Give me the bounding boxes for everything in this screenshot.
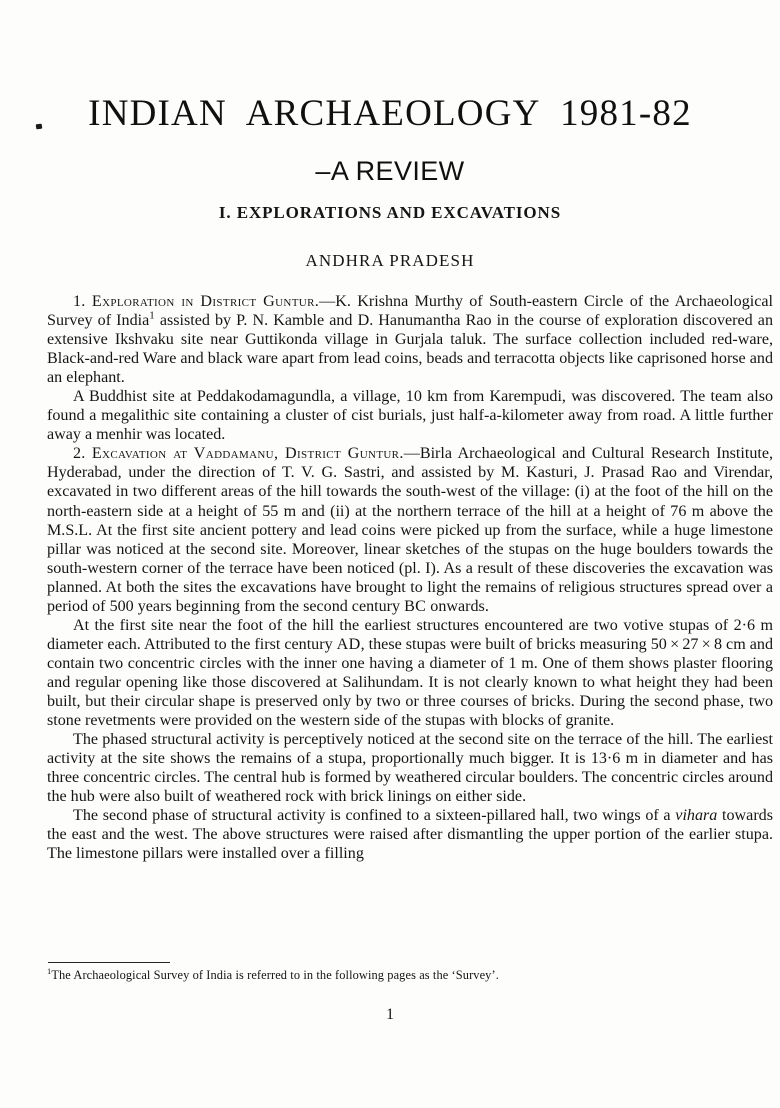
footnote-text: The Archaeological Survey of India is referred to in the following pages as the ‘Survey’.: [51, 968, 499, 982]
first-site-text-part1: At the first site near the foot of the hill the earliest structures encountered are two votive stupas of 2·6 m diameter each. Attributed to the first century: [47, 616, 773, 653]
footnote-separator-rule: [48, 962, 170, 963]
page-number: 1: [386, 1006, 394, 1023]
entry-number-1: 1.: [73, 293, 86, 310]
paragraph-entry-2-lead: [47, 444, 773, 615]
title-block: [0, 95, 780, 187]
footnote-reference-1[interactable]: 1: [149, 309, 155, 322]
runin-heading-2: Excavation at Vaddamanu, District Guntur.: [91, 445, 404, 463]
second-phase-text-part2: towards the east and the west. The above structures were raised after dismantling the upper portion of the earlier stupa. The limestone pillars were installed over a filling: [47, 807, 773, 863]
paragraph-phased-structural-activity: The phased structural activity is perceptively noticed at the second site on the terrace of the hill. The earliest activity at the site shows the remains of a stupa, proportionally much bigger. It is 13·6 m in diameter and has three concentric circles. The central hub is formed by weathered circular boulders. The concentric circles around the hub were also built of weathered rock with brick linings on either side.: [47, 731, 773, 806]
runin-heading-1: Exploration in District Guntur.: [91, 293, 320, 310]
paragraph-entry-1-buddhist-site: A Buddhist site at Peddakodamagundla, a village, 10 km from Karempudi, was discovered. The team also found a megalithic site containing a cluster of cist burials, just half-a-kilometer away from road. A little further away a menhir was located.: [47, 388, 773, 444]
entry-number-2: 2.: [73, 445, 86, 463]
em-dash-2: —: [403, 445, 420, 463]
era-label-ad: AD: [336, 635, 361, 653]
second-phase-text-part1: The second phase of structural activity is confined to a sixteen-pillared hall, two wings of a: [73, 807, 676, 825]
page-title: INDIAN ARCHAEOLOGY 1981-82: [88, 93, 692, 134]
footnote-marker: 1: [47, 965, 52, 976]
footnote: [47, 965, 773, 983]
paragraph-entry-1-lead: [47, 292, 773, 387]
first-site-text-part2: , these stupas were built of bricks measuring 50 × 27 × 8 cm and contain two concentric circles with the inner one having a diameter of 1 m. One of them shows plaster flooring and regular opening like those discovered at Salihundam. It is not clearly known to what height they had been built, but their circular shape is preserved only by two or three courses of bricks. During the second phase, two stone revetments were provided on the western side of the stupas with blocks of granite.: [47, 635, 773, 730]
body-text: [47, 292, 773, 863]
era-label-bc: BC: [404, 597, 427, 615]
em-dash-1: —: [319, 293, 336, 310]
italic-term-vihara: vihara: [675, 807, 718, 825]
entry-1-rest-text: assisted by P. N. Kamble and D. Hanumantha Rao in the course of exploration discovered an extensive Ikshvaku site near Guttikonda village in Gurjala taluk. The surface collection included red-ware, Black-and-red Ware and black ware apart from lead coins, beads and terracotta objects like caprisoned horse and an elephant.: [47, 312, 773, 387]
paragraph-second-phase: [47, 806, 773, 863]
region-heading: ANDHRA PRADESH: [305, 251, 475, 270]
entry-2-lead-tail: onwards.: [426, 597, 489, 615]
entry-2-lead-text: Birla Archaeological and Cultural Research Institute, Hyderabad, under the direction of T. V. G. Sastri, and assisted by M. Kasturi, J. Prasad Rao and Virendar, excavated in two different areas of the hill towards the south-west of the village: (i) at the foot of the hill on the north-eastern side at a height of 55 m and (ii) at the northern terrace of the hill at a height of 76 m above the M.S.L. At the first site ancient pottery and lead coins were picked up from the surface, while a huge limestone pillar was noticed at the second site. Moreover, linear sketches of the stupas on the huge boulders towards the south-western corner of the terrace have been noticed (pl. I). As a result of these discoveries the excavation was planned. At both the sites the excavations have brought to light the remains of religious structures spread over a period of 500 years beginning from the second century: [47, 445, 774, 615]
entry-1-lead-text: K. Krishna Murthy of South-eastern Circle of the Archaeological Survey of India: [47, 293, 773, 330]
page-subtitle: –A REVIEW: [315, 155, 465, 186]
section-heading: I. EXPLORATIONS AND EXCAVATIONS: [218, 203, 562, 222]
paragraph-first-site-stupas: [47, 616, 773, 730]
